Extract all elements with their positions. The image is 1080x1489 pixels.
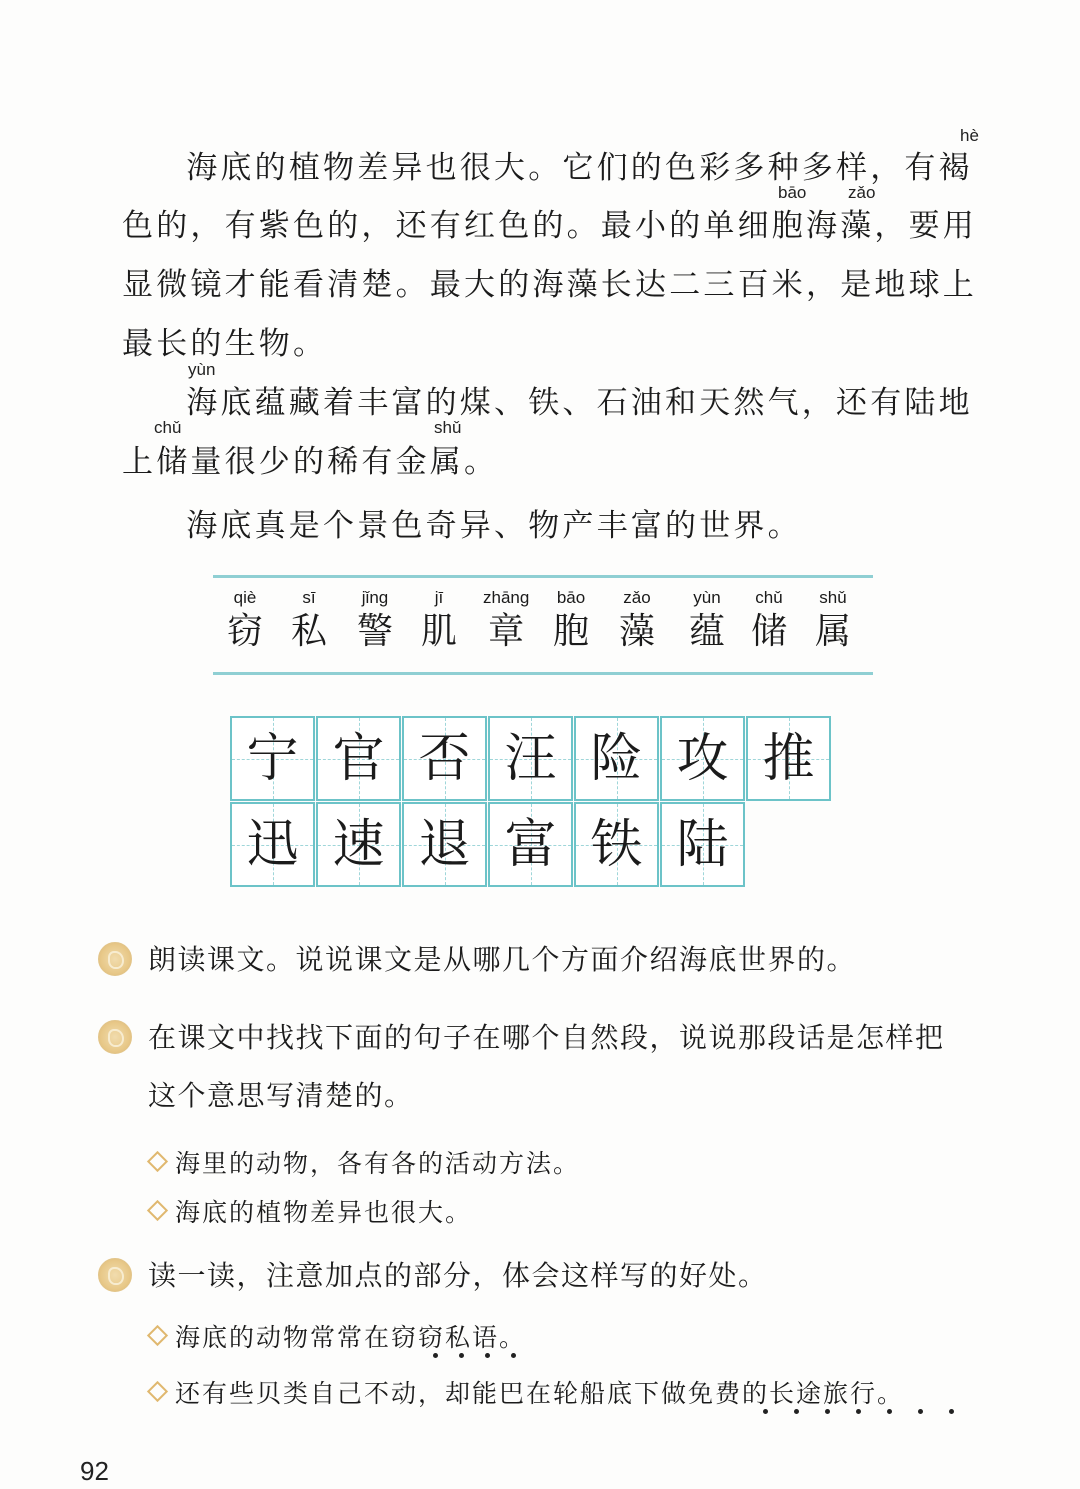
exercise-2-item: 海里的动物，各有各的活动方法。 [150,1144,580,1180]
pinyin-he: hè [960,126,979,145]
grid-cell: 推 [746,716,831,801]
grid-cell: 官 [316,716,401,801]
grid-cell: 宁 [230,716,315,801]
emphasis-dot [856,1409,861,1414]
emphasis-dot [949,1409,954,1414]
exercise-text: 读一读，注意加点的部分，体会这样写的好处。 [148,1259,768,1292]
diamond-bullet-icon [147,1381,168,1402]
vocab-item: zǎo 藻 [619,588,656,652]
text-line: 显微镜才能看清楚。最大的海藻长达二三百米，是地球上 [122,267,977,303]
diamond-bullet-icon [147,1151,168,1172]
emphasis-dot [887,1409,892,1414]
text-line: 色的，有紫色的，还有红色的。最小的单细胞海藻，要用 [122,208,977,244]
pinyin-yun: yùn [188,360,216,379]
diamond-bullet-icon [147,1325,168,1346]
grid-cell: 否 [402,716,487,801]
pinyin-bao: bāo [778,183,807,202]
text-line: 海底蕴藏着丰富的煤、铁、石油和天然气，还有陆地 [152,385,973,421]
grid-cell: 陆 [660,802,745,887]
text-line: 海底的植物差异也很大。它们的色彩多种多样，有褐 [152,150,973,186]
pinyin-chu: chǔ [154,418,182,437]
vocab-item: bāo 胞 [553,588,590,652]
vocab-item: sī 私 [291,588,328,652]
emphasis-dot [459,1353,464,1358]
exercise-3-item: 海底的动物常常在窃窃私语。 [150,1318,526,1354]
grid-cell: 富 [488,802,573,887]
grid-cell: 铁 [574,802,659,887]
grid-cell: 迅 [230,802,315,887]
pinyin-shu: shǔ [434,418,462,437]
vocabulary-strip [213,575,873,675]
exercise-badge-icon [98,942,132,976]
exercise-2-item: 海底的植物差异也很大。 [150,1193,472,1229]
emphasis-dot [763,1409,768,1414]
grid-cell: 险 [574,716,659,801]
exercise-badge-icon [98,1258,132,1292]
vocab-item: yùn 蕴 [689,588,726,652]
vocab-item: zhāng 章 [483,588,530,652]
emphasis-dot [794,1409,799,1414]
text-line: 上储量很少的稀有金属。 [122,444,499,480]
emphasis-dot [918,1409,923,1414]
page-number: 92 [80,1456,109,1486]
grid-cell: 速 [316,802,401,887]
grid-cell: 攻 [660,716,745,801]
text-line: 海底真是个景色奇异、物产丰富的世界。 [152,508,802,544]
vocab-item: jǐng 警 [357,588,394,652]
grid-cell: 汪 [488,716,573,801]
exercise-text: 这个意思写清楚的。 [148,1079,414,1112]
pinyin-zao: zǎo [848,183,876,202]
exercise-text: 朗读课文。说说课文是从哪几个方面介绍海底世界的。 [148,943,857,976]
emphasis-dot [825,1409,830,1414]
vocab-item: chǔ 储 [751,588,788,652]
text-line: 最长的生物。 [122,326,328,362]
vocab-item: qiè 窃 [227,588,264,652]
vocab-item: jī 肌 [421,588,458,652]
exercise-text: 在课文中找找下面的句子在哪个自然段，说说那段话是怎样把 [148,1021,945,1054]
emphasis-dot [511,1353,516,1358]
emphasis-dot [485,1353,490,1358]
exercise-3-item: 还有些贝类自己不动，却能巴在轮船底下做免费的长途旅行。 [150,1374,904,1410]
grid-cell: 退 [402,802,487,887]
emphasis-dot [433,1353,438,1358]
diamond-bullet-icon [147,1200,168,1221]
vocab-item: shǔ 属 [815,588,852,652]
exercise-badge-icon [98,1020,132,1054]
